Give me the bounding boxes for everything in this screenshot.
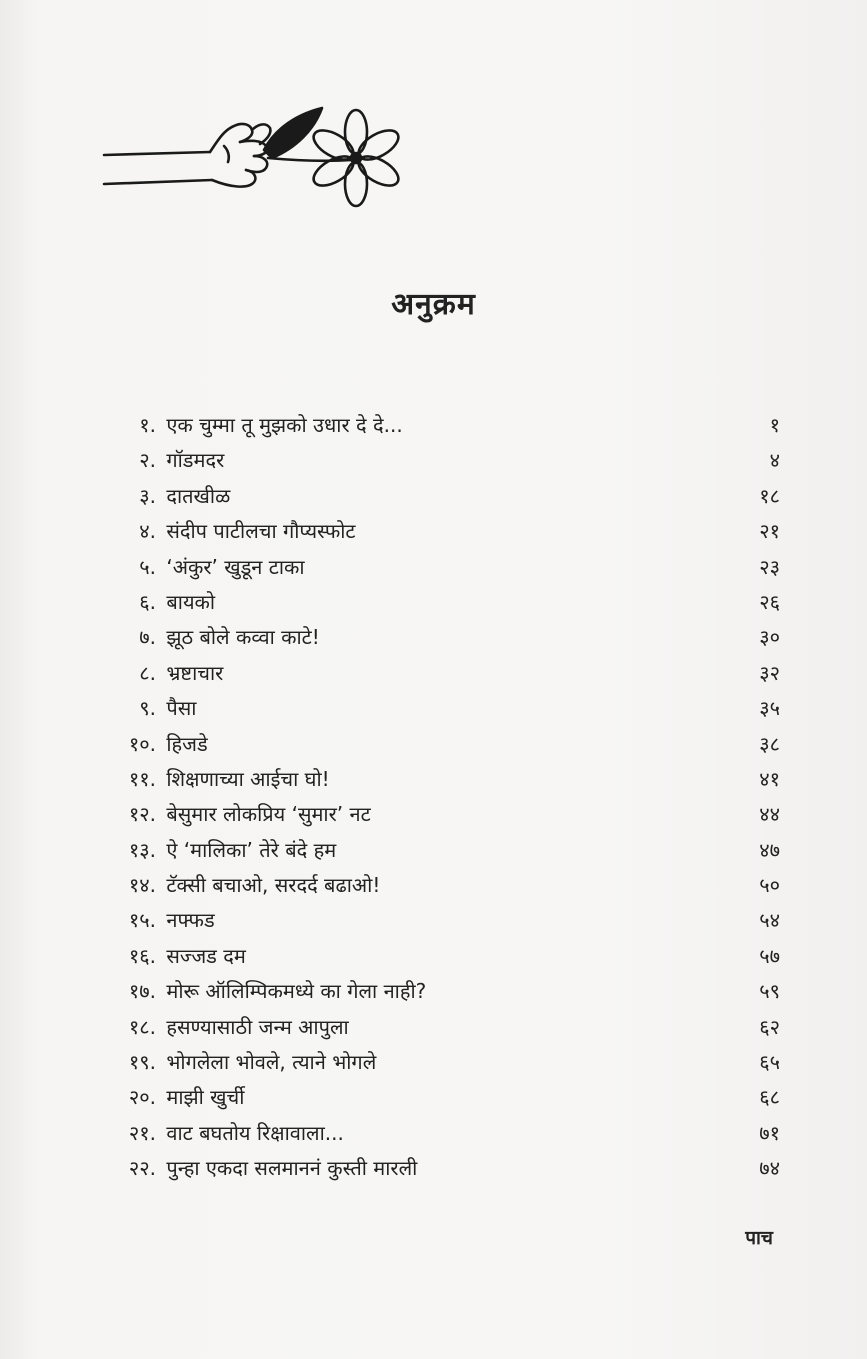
toc-entry-number: २१. xyxy=(128,1120,156,1145)
toc-entry-page: ५० xyxy=(759,873,780,898)
hand-holding-flower-icon xyxy=(100,100,400,210)
toc-entry-number: ३. xyxy=(139,483,156,508)
toc-entry-title: भ्रष्टाचार xyxy=(166,660,224,685)
toc-entry[interactable] xyxy=(100,1045,780,1080)
toc-entry-number: ८. xyxy=(139,660,156,685)
toc-entry[interactable] xyxy=(100,443,780,478)
toc-entry-number: ११. xyxy=(128,766,156,791)
toc-entry-title: हसण्यासाठी जन्म आपुला xyxy=(166,1014,349,1039)
toc-entry-title: माझी खुर्ची xyxy=(166,1085,245,1110)
toc-entry-page: ३० xyxy=(759,625,780,650)
toc-entry-page: ३२ xyxy=(759,660,780,685)
toc-entry-title: सज्जड दम xyxy=(166,943,246,968)
toc-entry-title: झूठ बोले कव्वा काटे! xyxy=(166,625,320,650)
toc-entry-title: ऐ ‘मालिका’ तेरे बंदे हम xyxy=(166,837,337,862)
toc-entry-number: १६. xyxy=(128,943,156,968)
toc-entry-page: ५७ xyxy=(759,943,780,968)
toc-entry-number: ९. xyxy=(139,696,156,721)
toc-entry-number: २२. xyxy=(128,1156,156,1181)
toc-entry-title: भोगलेला भोवले, त्याने भोगले xyxy=(166,1050,377,1075)
toc-entry-title: मोरू ऑलिम्पिकमध्ये का गेला नाही? xyxy=(166,979,427,1004)
toc-entry-page: ७१ xyxy=(759,1120,780,1145)
toc-entry[interactable] xyxy=(100,1151,780,1186)
toc-entry-page: १८ xyxy=(759,483,780,508)
toc-entry-number: १९. xyxy=(128,1050,156,1075)
toc-entry-number: १३. xyxy=(128,837,156,862)
toc-entry-title: एक चुम्मा तू मुझको उधार दे दे... xyxy=(166,413,403,437)
toc-entry[interactable] xyxy=(100,514,780,549)
toc-entry-page: ३८ xyxy=(759,731,780,756)
toc-entry-title: पुन्हा एकदा सलमाननं कुस्ती मारली xyxy=(166,1156,418,1181)
toc-entry[interactable] xyxy=(100,1010,780,1045)
toc-entry[interactable] xyxy=(100,1080,780,1115)
toc-entry-page: ६८ xyxy=(759,1085,780,1110)
toc-entry-number: १०. xyxy=(128,731,156,756)
toc-entry-title: टॅक्सी बचाओ, सरदर्द बढाओ! xyxy=(166,873,381,898)
toc-entry-number: १५. xyxy=(128,908,156,933)
toc-entry[interactable] xyxy=(100,762,780,797)
toc-entry-page: ४७ xyxy=(759,837,780,862)
toc-entry[interactable] xyxy=(100,833,780,868)
toc-entry[interactable] xyxy=(100,797,780,832)
toc-entry-number: १२. xyxy=(128,802,156,827)
toc-entry[interactable] xyxy=(100,620,780,655)
toc-entry-page: ४१ xyxy=(759,766,780,791)
toc-entry-number: ७. xyxy=(139,625,156,650)
toc-entry-title: गॉडमदर xyxy=(166,448,225,473)
toc-entry[interactable] xyxy=(100,1116,780,1151)
toc-entry-title: शिक्षणाच्या आईचा घो! xyxy=(166,766,330,791)
toc-entry[interactable] xyxy=(100,656,780,691)
toc-entry-number: १. xyxy=(139,413,156,437)
toc-entry[interactable] xyxy=(100,903,780,938)
toc-entry-number: ५. xyxy=(139,554,156,579)
toc-entry-title: वाट बघतोय रिक्षावाला... xyxy=(166,1120,344,1145)
toc-entry-number: १४. xyxy=(128,873,156,898)
toc-entry-title: दातखीळ xyxy=(166,483,231,508)
toc-entry[interactable] xyxy=(100,868,780,903)
toc-entry[interactable] xyxy=(100,727,780,762)
toc-entry-page: ३५ xyxy=(759,696,780,721)
toc-entry-title: संदीप पाटीलचा गौप्यस्फोट xyxy=(166,519,356,544)
toc-entry-page: २३ xyxy=(759,554,780,579)
toc-entry-page: ६२ xyxy=(759,1014,780,1039)
toc-entry-title: हिजडे xyxy=(166,731,208,756)
toc-entry-page: ६५ xyxy=(759,1050,780,1075)
toc-entry-page: ४ xyxy=(769,448,780,473)
toc-entry[interactable] xyxy=(100,479,780,514)
toc-entry[interactable] xyxy=(100,408,780,443)
toc-entry-page: २६ xyxy=(759,589,780,614)
toc-entry-title: बेसुमार लोकप्रिय ‘सुमार’ नट xyxy=(166,802,371,827)
toc-entry-number: २. xyxy=(139,448,156,473)
toc-entry-number: ६. xyxy=(139,589,156,614)
toc-entry[interactable] xyxy=(100,974,780,1009)
page-folio: पाच xyxy=(745,1227,773,1249)
toc-entry[interactable] xyxy=(100,585,780,620)
toc-entry-number: १८. xyxy=(128,1014,156,1039)
toc-entry-page: ५४ xyxy=(759,908,780,933)
toc-entry-number: ४. xyxy=(139,519,156,544)
toc-entry-title: बायको xyxy=(166,589,216,614)
toc-entry-page: १ xyxy=(769,413,780,437)
toc-entry-title: ‘अंकुर’ खुडून टाका xyxy=(166,554,305,579)
toc-entry[interactable] xyxy=(100,550,780,585)
toc-entry-number: २०. xyxy=(128,1085,156,1110)
toc-entry-page: २१ xyxy=(759,519,780,544)
toc-entry-page: ५९ xyxy=(759,979,780,1004)
table-of-contents xyxy=(100,408,780,1187)
toc-entry[interactable] xyxy=(100,939,780,974)
toc-entry-title: नफ्फड xyxy=(166,908,215,933)
toc-entry-page: ७४ xyxy=(759,1156,780,1181)
toc-entry-page: ४४ xyxy=(759,802,780,827)
toc-entry[interactable] xyxy=(100,691,780,726)
toc-entry-title: पैसा xyxy=(166,696,197,721)
page-title: अनुक्रम xyxy=(391,287,476,322)
toc-entry-number: १७. xyxy=(128,979,156,1004)
